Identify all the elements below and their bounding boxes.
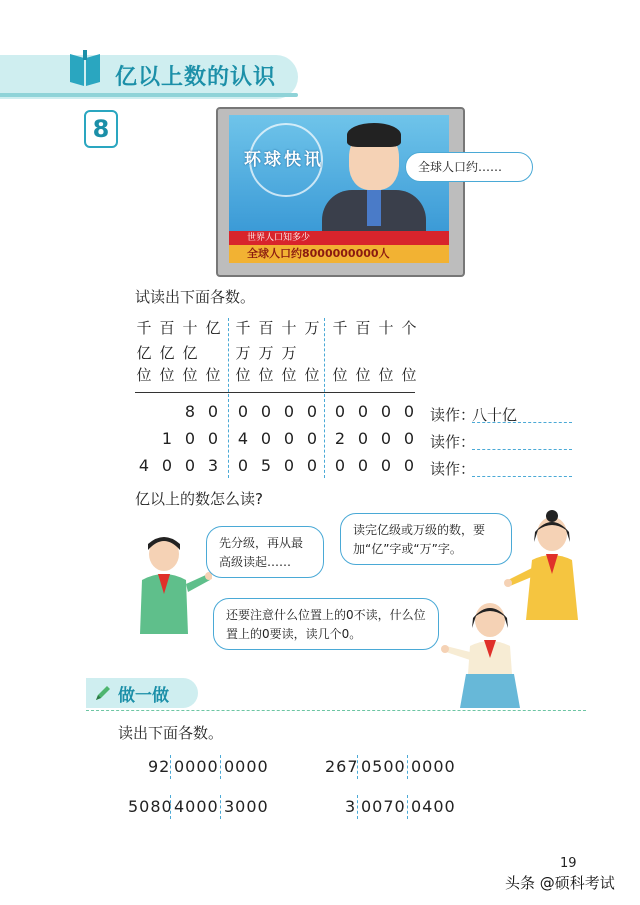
number-group: 3 [345,797,357,816]
place-label: 万 [258,344,274,362]
digit: 0 [403,456,415,475]
place-label: 位 [281,366,297,384]
place-label: 位 [159,366,175,384]
place-label: 位 [205,366,221,384]
read-as-label: 读作： [430,460,476,478]
place-label: 个 [401,319,417,337]
place-label: 位 [378,366,394,384]
digit: 0 [260,402,272,421]
instruction-text: 试读出下面各数。 [135,288,256,306]
place-label: 百 [355,319,371,337]
digit: 0 [403,429,415,448]
place-label: 千 [332,319,348,337]
digit: 0 [306,402,318,421]
digit: 0 [260,429,272,448]
place-label: 位 [235,366,251,384]
page-number: 19 [560,856,577,871]
place-label: 位 [258,366,274,384]
number-group: 5080 [128,797,173,816]
place-label: 亿 [182,344,198,362]
place-label: 十 [378,319,394,337]
question-text: 亿以上的数怎么读? [135,490,263,508]
digit: 0 [184,429,196,448]
digit: 5 [260,456,272,475]
digit: 0 [237,456,249,475]
read-as-answer-line[interactable]: 八十亿 [472,404,572,423]
number-group: 267 [325,757,359,776]
digit: 0 [334,402,346,421]
tv-logo: 环球快讯 [244,150,324,170]
digit: 1 [161,429,173,448]
digit: 4 [237,429,249,448]
place-label: 百 [159,319,175,337]
digit: 0 [380,402,392,421]
group-separator [220,755,221,779]
example-number-badge: 8 [84,110,118,148]
number-group: 0500 [361,757,406,776]
tv-speech-bubble: 全球人口约…… [405,152,533,182]
place-label: 十 [182,319,198,337]
digit: 0 [283,402,295,421]
place-label: 亿 [205,319,221,337]
number-group: 0070 [361,797,406,816]
practice-instruction: 读出下面各数。 [118,724,224,742]
digit: 0 [306,456,318,475]
number-group: 0000 [174,757,219,776]
place-label: 亿 [159,344,175,362]
digit: 0 [237,402,249,421]
place-label: 位 [401,366,417,384]
digit: 0 [380,429,392,448]
place-label: 万 [235,344,251,362]
place-label: 位 [332,366,348,384]
place-label: 位 [182,366,198,384]
group-separator [407,755,408,779]
digit: 0 [357,429,369,448]
digit: 2 [334,429,346,448]
place-label: 十 [281,319,297,337]
group-separator [220,795,221,819]
place-label: 万 [304,319,320,337]
place-label: 千 [235,319,251,337]
number-group: 92 [148,757,171,776]
number-group: 3000 [224,797,269,816]
digit: 0 [306,429,318,448]
digit: 0 [380,456,392,475]
read-as-label: 读作： [430,406,476,424]
group-separator [170,795,171,819]
group-separator [357,795,358,819]
place-label: 百 [258,319,274,337]
group-separator [170,755,171,779]
place-label: 亿 [136,344,152,362]
digit: 0 [207,402,219,421]
practice-title: 做一做 [118,686,169,706]
place-label: 万 [281,344,297,362]
group-separator [357,755,358,779]
digit: 0 [283,429,295,448]
number-group: 0000 [224,757,269,776]
number-group: 4000 [174,797,219,816]
place-label: 位 [355,366,371,384]
girl1-speech-bubble: 读完亿级或万级的数，要加“亿”字或“万”字。 [340,513,512,565]
digit: 8 [184,402,196,421]
digit: 0 [161,456,173,475]
place-label: 位 [136,366,152,384]
group-separator [407,795,408,819]
digit: 0 [357,402,369,421]
number-group: 0400 [411,797,456,816]
read-as-label: 读作： [430,433,476,451]
digit: 0 [207,429,219,448]
ticker-bottom: 全球人口约8000000000人 [229,245,449,263]
digit: 0 [334,456,346,475]
place-label: 位 [304,366,320,384]
ticker-top: 世界人口知多少 [229,231,449,245]
girl2-speech-bubble: 还要注意什么位置上的0不读，什么位置上的0要读，读几个0。 [213,598,439,650]
digit: 0 [283,456,295,475]
digit: 3 [207,456,219,475]
boy-speech-bubble: 先分级，再从最高级读起…… [206,526,324,578]
page-title: 亿以上数的认识 [115,65,277,90]
place-label: 千 [136,319,152,337]
digit: 0 [403,402,415,421]
digit: 0 [357,456,369,475]
number-group: 0000 [411,757,456,776]
digit: 4 [138,456,150,475]
watermark: 头条 @硕科考试 [505,874,615,892]
digit: 0 [184,456,196,475]
